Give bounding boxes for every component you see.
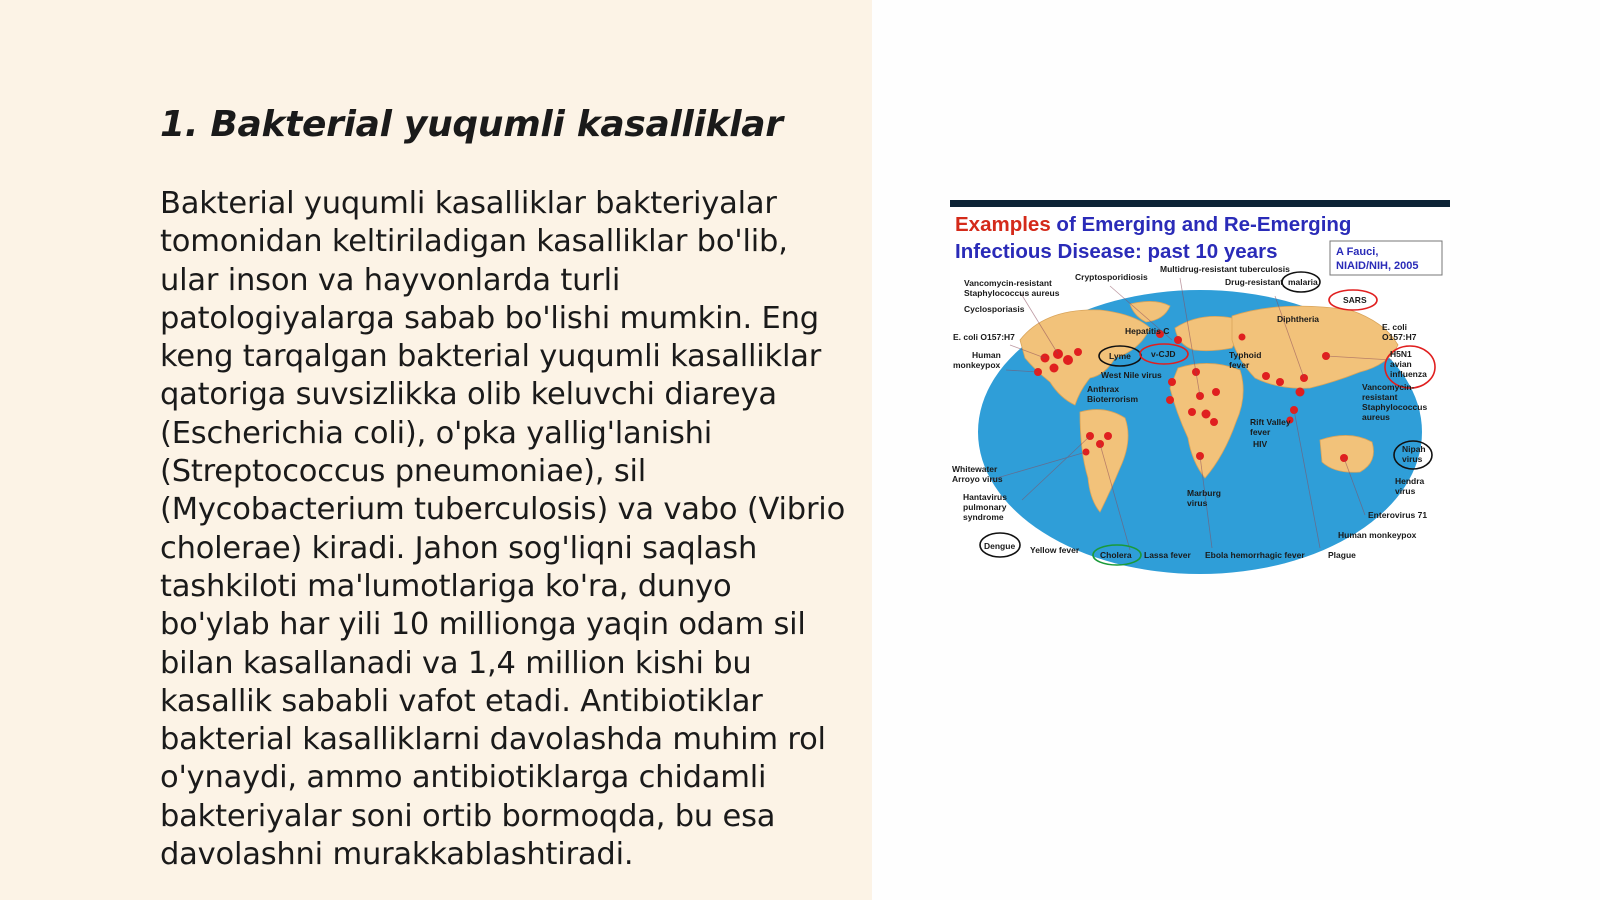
body-line: bakteriyalar soni ortib bormoqda, bu esa — [160, 798, 776, 834]
label-staph-left: Staphylococcus aureus — [964, 288, 1060, 298]
slide-title: 1. Bakterial yuqumli kasalliklar — [160, 104, 783, 145]
label-plague: Plague — [1328, 550, 1356, 560]
label-whitewater-1: Whitewater — [952, 464, 998, 474]
label-mdr-tb: Multidrug-resistant tuberculosis — [1160, 264, 1290, 274]
disease-map-svg — [950, 200, 1450, 580]
label-rift-1: Rift Valley — [1250, 417, 1291, 427]
outbreak-dot — [1202, 410, 1211, 419]
label-drug-resistant: Drug-resistant — [1225, 277, 1284, 287]
label-hanta-1: Hantavirus — [963, 492, 1007, 502]
outbreak-dot — [1262, 372, 1270, 380]
figure-title-line2: Infectious Disease: past 10 years — [955, 240, 1278, 263]
label-hendra-2: virus — [1395, 486, 1416, 496]
body-line: o'ynaydi, ammo antibiotiklarga chidamli — [160, 760, 767, 796]
body-line: tashkiloti ma'lumotlariga ko'ra, dunyo — [160, 568, 732, 604]
label-human-monkeypox-right: Human monkeypox — [1338, 530, 1417, 540]
label-yellow-fever: Yellow fever — [1030, 545, 1080, 555]
outbreak-dot — [1168, 378, 1176, 386]
label-ecoli-right-2: O157:H7 — [1382, 332, 1417, 342]
disease-map-figure — [950, 200, 1450, 580]
body-line: tomonidan keltiriladigan kasalliklar bo'lib, — [160, 224, 788, 260]
label-lassa: Lassa fever — [1144, 550, 1191, 560]
label-lyme: Lyme — [1109, 351, 1131, 361]
body-line: bo'ylab har yili 10 millionga yaqin odam sil — [160, 607, 806, 643]
label-hepatitis-c: Hepatitis C — [1125, 326, 1170, 336]
body-line: (Mycobacterium tuberculosis) va vabo (Vibrio — [160, 492, 846, 528]
label-ecoli-left: E. coli O157:H7 — [953, 332, 1015, 342]
outbreak-dot — [1104, 432, 1112, 440]
label-ebola: Ebola hemorrhagic fever — [1205, 550, 1305, 560]
label-anthrax-2: Bioterrorism — [1087, 394, 1139, 404]
label-hanta-3: syndrome — [963, 512, 1004, 522]
body-line: keng tarqalgan bakterial yuqumli kasalliklar — [160, 339, 822, 375]
body-line: (Streptococcus pneumoniae), sil — [160, 454, 647, 490]
label-hendra-1: Hendra — [1395, 476, 1425, 486]
body-line: davolashni murakkablashtiradi. — [160, 837, 634, 873]
label-h5n1-1: H5N1 — [1390, 349, 1412, 359]
label-h5n1-2: avian — [1390, 359, 1412, 369]
outbreak-dot — [1063, 355, 1073, 365]
label-vancomycin-right-4: aureus — [1362, 412, 1390, 422]
label-west-nile: West Nile virus — [1101, 370, 1162, 380]
body-line: qatoriga suvsizlikka olib keluvchi diareya — [160, 377, 777, 413]
label-vancomycin-right-2: resistant — [1362, 392, 1398, 402]
slide-body-text — [160, 185, 850, 874]
figure-title-examples: Examples — [955, 213, 1051, 236]
label-vancomycin-right-1: Vancomycin- — [1362, 382, 1415, 392]
body-line: kasallik sababli vafot etadi. Antibiotiklar — [160, 683, 763, 719]
credit-line1: A Fauci, — [1336, 246, 1379, 258]
label-diphtheria: Diphtheria — [1277, 314, 1320, 324]
label-ecoli-right-1: E. coli — [1382, 322, 1408, 332]
label-cyclosporiasis: Cyclosporiasis — [964, 304, 1025, 314]
label-malaria: malaria — [1288, 277, 1318, 287]
body-line: Bakterial yuqumli kasalliklar bakteriyalar — [160, 186, 777, 221]
figure-title-rest: of Emerging and Re-Emerging — [1050, 213, 1352, 236]
body-line: bilan kasallanadi va 1,4 million kishi bu — [160, 645, 752, 681]
label-h5n1-3: influenza — [1390, 369, 1427, 379]
label-vancomycin-left: Vancomycin-resistant — [964, 278, 1052, 288]
label-dengue: Dengue — [984, 541, 1016, 551]
body-line: ular inson va hayvonlarda turli — [160, 262, 621, 298]
label-cholera: Cholera — [1100, 550, 1132, 560]
body-line: bakterial kasalliklarni davolashda muhim rol — [160, 722, 826, 758]
label-human-monkeypox-2: monkeypox — [953, 360, 1001, 370]
outbreak-dot — [1074, 348, 1082, 356]
outbreak-dot — [1212, 388, 1220, 396]
outbreak-dot — [1296, 388, 1305, 397]
figure-title-line1 — [955, 213, 1351, 236]
label-nipah-2: virus — [1402, 454, 1423, 464]
outbreak-dot — [1174, 336, 1182, 344]
body-line: (Escherichia coli), o'pka yallig'lanishi — [160, 415, 713, 451]
label-nipah-1: Nipah — [1402, 444, 1426, 454]
label-rift-2: fever — [1250, 427, 1271, 437]
label-typhoid-1: Typhoid — [1229, 350, 1262, 360]
australia-shape — [1320, 435, 1374, 472]
label-vcjd: v-CJD — [1151, 349, 1176, 359]
label-hanta-2: pulmonary — [963, 502, 1007, 512]
outbreak-dot — [1210, 418, 1218, 426]
label-whitewater-2: Arroyo virus — [952, 474, 1003, 484]
body-line: patologiyalarga sabab bo'lishi mumkin. Eng — [160, 300, 819, 336]
label-typhoid-2: fever — [1229, 360, 1250, 370]
outbreak-dot — [1276, 378, 1284, 386]
label-marburg-1: Marburg — [1187, 488, 1221, 498]
credit-line2: NIAID/NIH, 2005 — [1336, 260, 1419, 272]
body-line: cholerae) kiradi. Jahon sog'liqni saqlash — [160, 530, 758, 566]
label-cryptosporidiosis: Cryptosporidiosis — [1075, 272, 1148, 282]
label-marburg-2: virus — [1187, 498, 1208, 508]
outbreak-dot — [1188, 408, 1196, 416]
outbreak-dot — [1239, 334, 1246, 341]
label-human-monkeypox-1: Human — [972, 350, 1001, 360]
outbreak-dot — [1166, 396, 1174, 404]
label-sars: SARS — [1343, 295, 1367, 305]
label-vancomycin-right-3: Staphylococcus — [1362, 402, 1428, 412]
label-hiv: HIV — [1253, 439, 1268, 449]
label-anthrax-1: Anthrax — [1087, 384, 1120, 394]
figure-top-bar — [950, 200, 1450, 207]
label-enterovirus: Enterovirus 71 — [1368, 510, 1428, 520]
outbreak-dot — [1050, 364, 1059, 373]
